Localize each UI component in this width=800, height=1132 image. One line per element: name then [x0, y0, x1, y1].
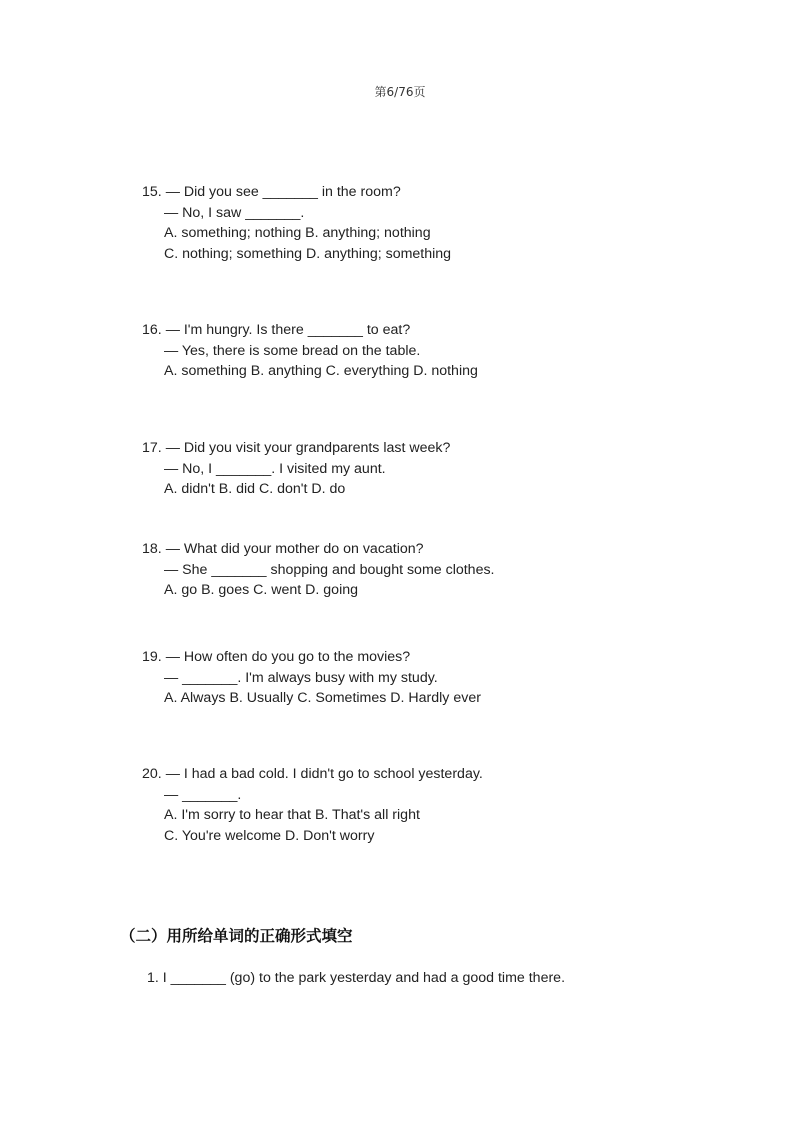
- question-16: [142, 320, 478, 382]
- options-line: A. Always B. Usually C. Sometimes D. Hardly ever: [164, 690, 481, 706]
- answer-line: — _______.: [164, 786, 242, 803]
- question-20: [142, 764, 483, 846]
- question-line: [142, 438, 450, 459]
- answer-line: — She _______ shopping and bought some clothes.: [164, 561, 495, 578]
- question-number: 15.: [142, 184, 162, 200]
- question-line: [142, 539, 495, 560]
- section-title: （二）用所给单词的正确形式填空: [120, 927, 353, 945]
- answer-line: — Yes, there is some bread on the table.: [164, 342, 421, 359]
- question-17: [142, 438, 450, 500]
- question-15: [142, 182, 451, 264]
- question-number: 16.: [142, 322, 162, 338]
- question-18: [142, 539, 495, 601]
- options-line: C. You're welcome D. Don't worry: [164, 827, 375, 844]
- question-number: 20.: [142, 766, 162, 782]
- options-line: C. nothing; something D. anything; something: [164, 245, 452, 262]
- options-line: A. something; nothing B. anything; nothing: [164, 225, 431, 241]
- fill-in-item: 1. I _______ (go) to the park yesterday and had a good time there.: [147, 970, 566, 986]
- answer-line: — No, I saw _______.: [164, 204, 305, 221]
- question-line: [142, 182, 451, 203]
- question-text: — I had a bad cold. I didn't go to school yesterday.: [165, 766, 483, 782]
- question-text: — How often do you go to the movies?: [165, 649, 411, 665]
- answer-line: — No, I _______. I visited my aunt.: [164, 460, 386, 477]
- options-line: A. I'm sorry to hear that B. That's all right: [164, 807, 420, 823]
- options-line: A. something B. anything C. everything D. nothing: [164, 363, 478, 379]
- question-text: — Did you see _______ in the room?: [165, 184, 401, 200]
- options-line: A. go B. goes C. went D. going: [164, 582, 359, 598]
- page-number: 第6/76页: [374, 85, 426, 99]
- question-line: [142, 647, 481, 668]
- question-number: 17.: [142, 440, 162, 456]
- answer-line: — _______. I'm always busy with my study.: [164, 669, 438, 686]
- question-line: [142, 320, 478, 341]
- question-number: 18.: [142, 541, 162, 557]
- question-text: — I'm hungry. Is there _______ to eat?: [165, 322, 411, 338]
- question-19: [142, 647, 481, 709]
- question-number: 19.: [142, 649, 162, 665]
- question-line: [142, 764, 483, 785]
- options-line: A. didn't B. did C. don't D. do: [164, 481, 346, 497]
- question-text: — What did your mother do on vacation?: [165, 541, 424, 557]
- question-text: — Did you visit your grandparents last week?: [165, 440, 451, 456]
